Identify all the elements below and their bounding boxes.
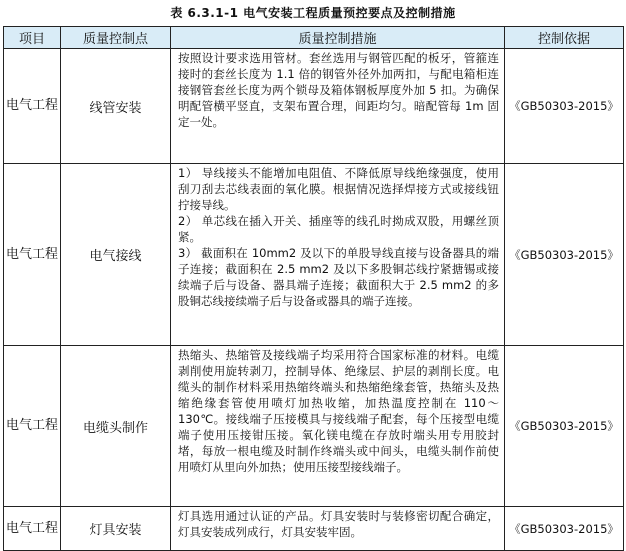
- header-control-point: 质量控制点: [61, 27, 171, 49]
- table-caption: 表 6.3.1-1 电气安装工程质量预控要点及控制措施: [170, 6, 456, 20]
- header-control-basis: 控制依据: [505, 27, 624, 49]
- measure-paragraph: 灯具选用通过认证的产品。灯具安装时与装修密切配合确定，灯具安装成列成行，灯具安装牢固。: [178, 509, 499, 539]
- row-control-measures: [171, 346, 505, 507]
- row-control-basis: 《GB50303-2015》: [505, 164, 624, 346]
- table-row: [4, 507, 624, 551]
- header-item: 项目: [4, 27, 61, 49]
- row-item: 电气工程: [4, 346, 61, 507]
- row-control-measures: [171, 49, 505, 164]
- row-control-basis: 《GB50303-2015》: [505, 49, 624, 164]
- row-control-point: 线管安装: [61, 49, 171, 164]
- measure-paragraph: 按照设计要求选用管材。套丝选用与钢管匹配的板牙，管箍连接时的套丝长度为 1.1 倍的钢管外径外加两扣，与配电箱柜连接钢管套丝长度为两个锁母及箱体钢板厚度外加 5 扣。为确保明配管横平竖直，支架布置合理，间距均匀。暗配管每 1m 固定一处。: [178, 51, 499, 129]
- row-control-measures: [171, 507, 505, 551]
- row-control-point: 电缆头制作: [61, 346, 171, 507]
- row-item: 电气工程: [4, 49, 61, 164]
- table-row: [4, 164, 624, 346]
- measure-paragraph: 2） 单芯线在插入开关、插座等的线孔时拗成双股，用螺丝顶紧。: [178, 214, 499, 244]
- row-control-point: 电气接线: [61, 164, 171, 346]
- measure-paragraph: 3） 截面积在 10mm2 及以下的单股导线直接与设备器具的端子连接；截面积在 2.5 mm2 及以下多股铜芯线拧紧搪锡或接续端子后与设备、器具端子连接；截面积大于 2.5 mm2 的多股铜芯线接续端子后与设备或器具的端子连接。: [178, 246, 499, 308]
- row-item: 电气工程: [4, 507, 61, 551]
- row-control-basis: 《GB50303-2015》: [505, 346, 624, 507]
- measure-paragraph: 1） 导线接头不能增加电阻值、不降低原导线绝缘强度，使用刮刀刮去芯线表面的氧化膜。根据情况选择焊接方式或接线钮拧接导线。: [178, 166, 499, 212]
- row-control-point: 灯具安装: [61, 507, 171, 551]
- table-header-row: [4, 27, 624, 49]
- table-row: [4, 49, 624, 164]
- measure-paragraph: 热缩头、热缩管及接线端子均采用符合国家标准的材料。电缆剥削使用旋转剥刀，控制导体、绝缘层、护层的剥削长度。电缆头的制作材料采用热缩终端头和热缩绝缘套管，热缩头及热缩绝缘套管使用喷灯加热收缩，加热温度控制在 110～130℃。接线端子压接模具与接线端子配套，每个压接型电缆端子使用压接钳压接。氧化镁电缆在存放时端头用专用胶封堵，每放一根电缆及时制作终端头或中间头，电缆头制作前使用喷灯从里向外加热；使用压接型接线端子。: [178, 348, 499, 474]
- table-row: [4, 346, 624, 507]
- header-control-measures: 质量控制措施: [171, 27, 505, 49]
- quality-control-table: [3, 26, 624, 551]
- row-control-basis: 《GB50303-2015》: [505, 507, 624, 551]
- row-control-measures: [171, 164, 505, 346]
- row-item: 电气工程: [4, 164, 61, 346]
